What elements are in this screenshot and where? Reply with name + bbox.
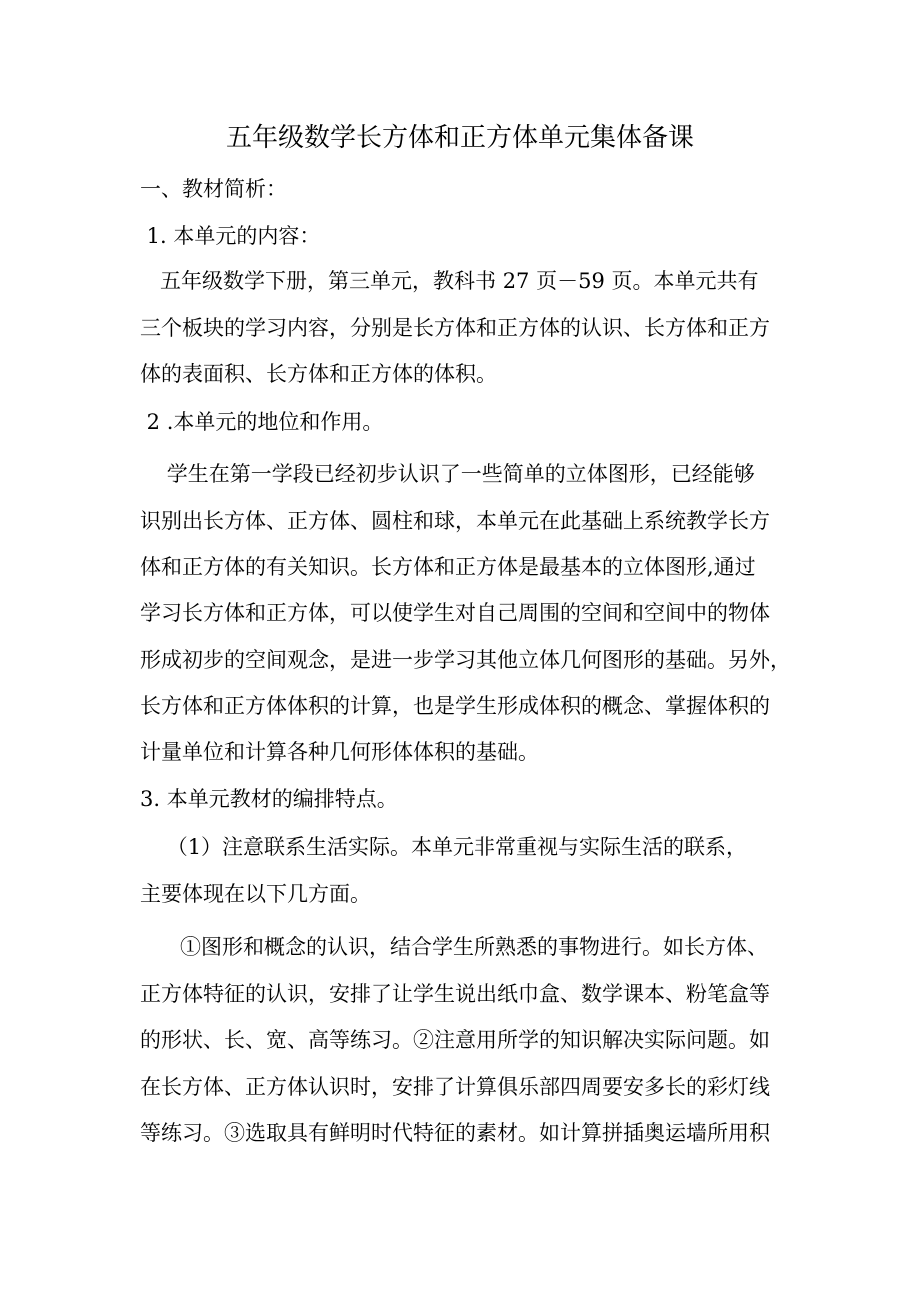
subheading-arrangement-features: 3. 本单元教材的编排特点。 [140,787,398,811]
subheading-unit-role: 2 .本单元的地位和作用。 [140,410,384,434]
paragraph-line: 等练习。③选取具有鲜明时代特征的素材。如计算拼插奥运墙所用积 [140,1121,770,1145]
section-heading-textbook-analysis: 一、教材简析： [140,177,287,201]
paragraph-line: 主要体现在以下几方面。 [140,882,371,906]
paragraph-line: 在长方体、正方体认识时，安排了计算俱乐部四周要安多长的彩灯线 [140,1075,770,1099]
paragraph-line: ①图形和概念的认识，结合学生所熟悉的事物进行。如长方体、 [140,935,769,959]
paragraph-line: 计量单位和计算各种几何形体体积的基础。 [140,740,539,764]
paragraph-line: 三个板块的学习内容，分别是长方体和正方体的认识、长方体和正方 [140,316,770,340]
paragraph-line: 学习长方体和正方体，可以使学生对自己周围的空间和空间中的物体 [140,601,770,625]
paragraph-line: 形成初步的空间观念，是进一步学习其他立体几何图形的基础。另外， [140,648,791,672]
subheading-unit-content: 1. 本单元的内容： [140,224,321,248]
paragraph-line: 学生在第一学段已经初步认识了一些简单的立体图形，已经能够 [140,462,755,486]
paragraph-line: （1）注意联系生活实际。本单元非常重视与实际生活的联系， [140,835,748,859]
paragraph-line: 的形状、长、宽、高等练习。②注意用所学的知识解决实际问题。如 [140,1028,770,1052]
paragraph-line: 正方体特征的认识，安排了让学生说出纸巾盒、数学课本、粉笔盒等 [140,982,770,1006]
paragraph-line: 体的表面积、长方体和正方体的体积。 [140,362,497,386]
document-title: 五年级数学长方体和正方体单元集体备课 [225,123,694,153]
paragraph-line: 识别出长方体、正方体、圆柱和球，本单元在此基础上系统教学长方 [140,509,770,533]
paragraph-line: 长方体和正方体体积的计算，也是学生形成体积的概念、掌握体积的 [140,694,770,718]
paragraph-line: 体和正方体的有关知识。长方体和正方体是最基本的立体图形,通过 [140,555,756,579]
paragraph-line: 五年级数学下册，第三单元，教科书 27 页－59 页。本单元共有 [140,269,759,293]
